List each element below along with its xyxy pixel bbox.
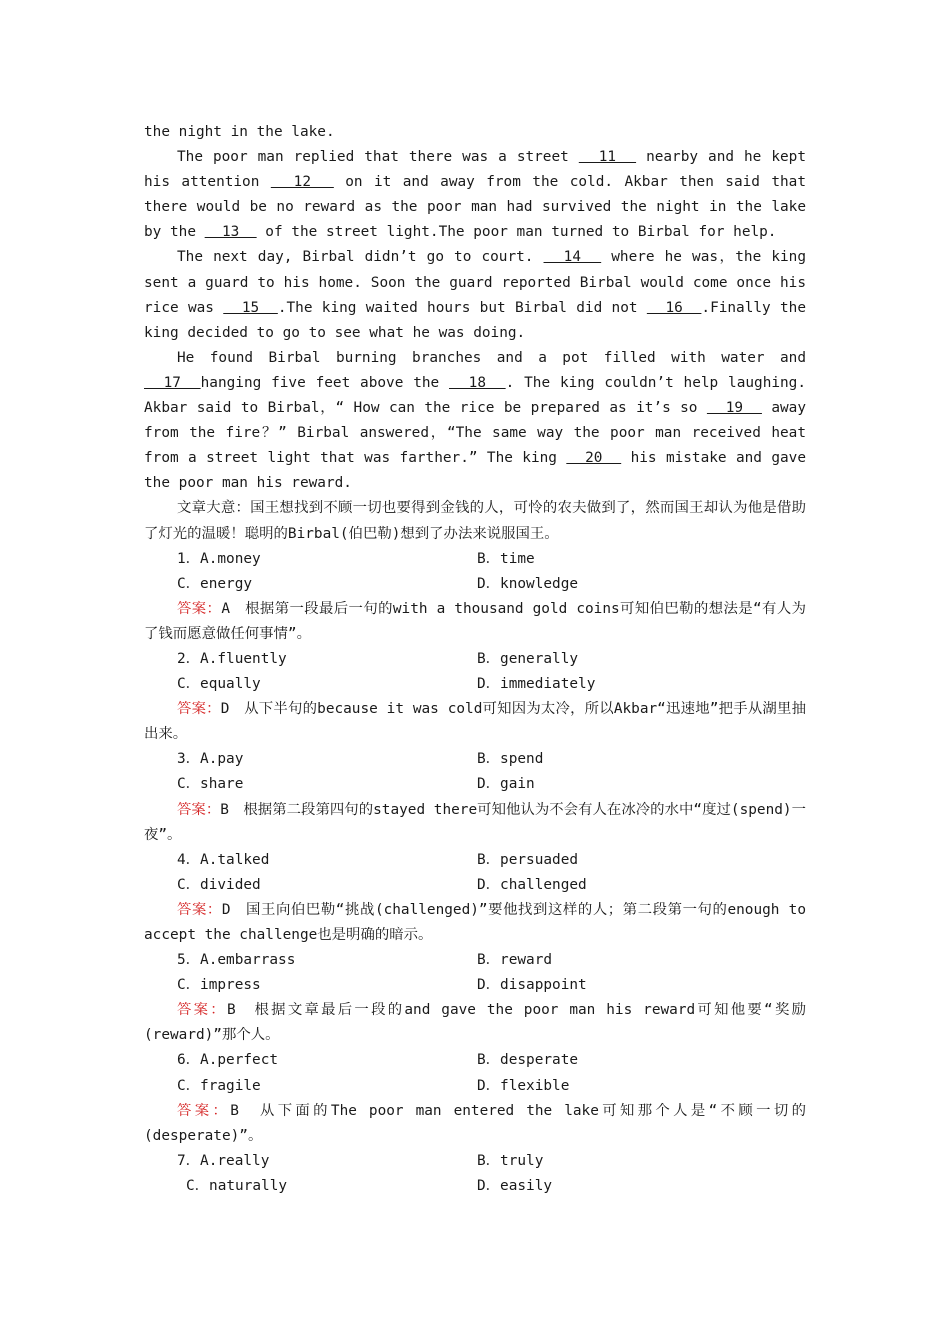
answer-1: 答案：A 根据第一段最后一句的with a thousand gold coins可知伯巴勒的想法是“有人为了钱而愿意做任何事情”。 bbox=[144, 600, 806, 642]
passage-paragraph: The poor man replied that there was a street 11 nearby and he kept his attention 12 on it and away from the cold. Akbar then said that there would be no reward as the poor man had survived the night in the lake by the 13 of the street light.The poor man turned to Birbal for help. bbox=[144, 149, 807, 241]
blank-20: 20 bbox=[566, 450, 622, 467]
passage-paragraph: The next day, Birbal didn’t go to court. 14 where he was，the king sent a guard to his home. Soon the guard reported Birbal would come once his rice was 15 .The king waited hours but Birbal did not 16 .Finally the king decided to go to see what he was doing. bbox=[144, 249, 807, 341]
answer-3: 答案：B 根据第二段第四句的stayed there可知他认为不会有人在冰冷的水中“度过(spend)一夜”。 bbox=[144, 801, 806, 843]
blank-15: 15 bbox=[223, 299, 278, 316]
question-7-options-row2: C．naturally D．easily bbox=[186, 1177, 553, 1194]
answer-6: 答案：B 从下面的The poor man entered the lake可知那个人是“不顾一切的(desperate)”。 bbox=[144, 1102, 806, 1144]
blank-13: 13 bbox=[204, 224, 257, 241]
summary: 文章大意：国王想找到不顾一切也要得到金钱的人，可怜的农夫做到了，然而国王却认为他是借助了灯光的温暖！聪明的Birbal(伯巴勒)想到了办法来说服国王。 bbox=[144, 500, 806, 542]
passage-paragraph: He found Birbal burning branches and a pot filled with water and 17 hanging five feet above the 18 . The king couldn’t help laughing. Akbar said to Birbal，“ How can the rice be prepared as it’s so 19 away from the fire？” Birbal answered，“The same way the poor man received heat from a street light that was farther.” The king 20 his mistake and gave the poor man his reward. bbox=[144, 349, 807, 492]
blank-11: 11 bbox=[578, 149, 637, 166]
question-2-options-row1: 2．A.fluently B．generally bbox=[177, 650, 579, 667]
question-5-options-row2: C．impress D．disappoint bbox=[177, 977, 587, 994]
blank-18: 18 bbox=[449, 374, 506, 391]
question-7-options-row1: 7．A.really B．truly bbox=[177, 1152, 544, 1169]
blank-16: 16 bbox=[646, 299, 702, 316]
blank-19: 19 bbox=[706, 400, 762, 417]
question-4-options-row2: C．divided D．challenged bbox=[177, 876, 587, 893]
answer-label: 答案： bbox=[177, 701, 221, 718]
question-1-options-row1: 1．A.money B．time bbox=[177, 550, 535, 567]
answer-label: 答案： bbox=[177, 1102, 231, 1119]
answer-label: 答案： bbox=[177, 1002, 227, 1019]
question-6-options-row1: 6．A.perfect B．desperate bbox=[177, 1052, 579, 1069]
question-3-options-row1: 3．A.pay B．spend bbox=[177, 751, 544, 768]
question-4-options-row1: 4．A.talked B．persuaded bbox=[177, 851, 579, 868]
blank-12: 12 bbox=[270, 174, 334, 191]
answer-label: 答案： bbox=[177, 901, 222, 918]
question-2-options-row2: C．equally D．immediately bbox=[177, 676, 596, 693]
blank-17: 17 bbox=[144, 374, 201, 391]
question-6-options-row2: C．fragile D．flexible bbox=[177, 1077, 570, 1094]
answer-label: 答案： bbox=[177, 600, 222, 617]
answer-4: 答案：D 国王向伯巴勒“挑战(challenged)”要他找到这样的人；第二段第一句的enough to accept the challenge也是明确的暗示。 bbox=[144, 901, 806, 943]
blank-14: 14 bbox=[543, 249, 602, 266]
answer-5: 答案：B 根据文章最后一段的and gave the poor man his reward可知他要“奖励(reward)”那个人。 bbox=[144, 1002, 806, 1044]
question-5-options-row1: 5．A.embarrass B．reward bbox=[177, 952, 553, 969]
answer-label: 答案： bbox=[177, 801, 221, 818]
answer-2: 答案：D 从下半句的because it was cold可知因为太冷，所以Akbar“迅速地”把手从湖里抽出来。 bbox=[144, 701, 806, 743]
question-1-options-row2: C．energy D．knowledge bbox=[177, 575, 579, 592]
document-page bbox=[144, 120, 806, 1199]
passage-line: the night in the lake. bbox=[144, 124, 335, 140]
question-3-options-row2: C．share D．gain bbox=[177, 776, 535, 793]
